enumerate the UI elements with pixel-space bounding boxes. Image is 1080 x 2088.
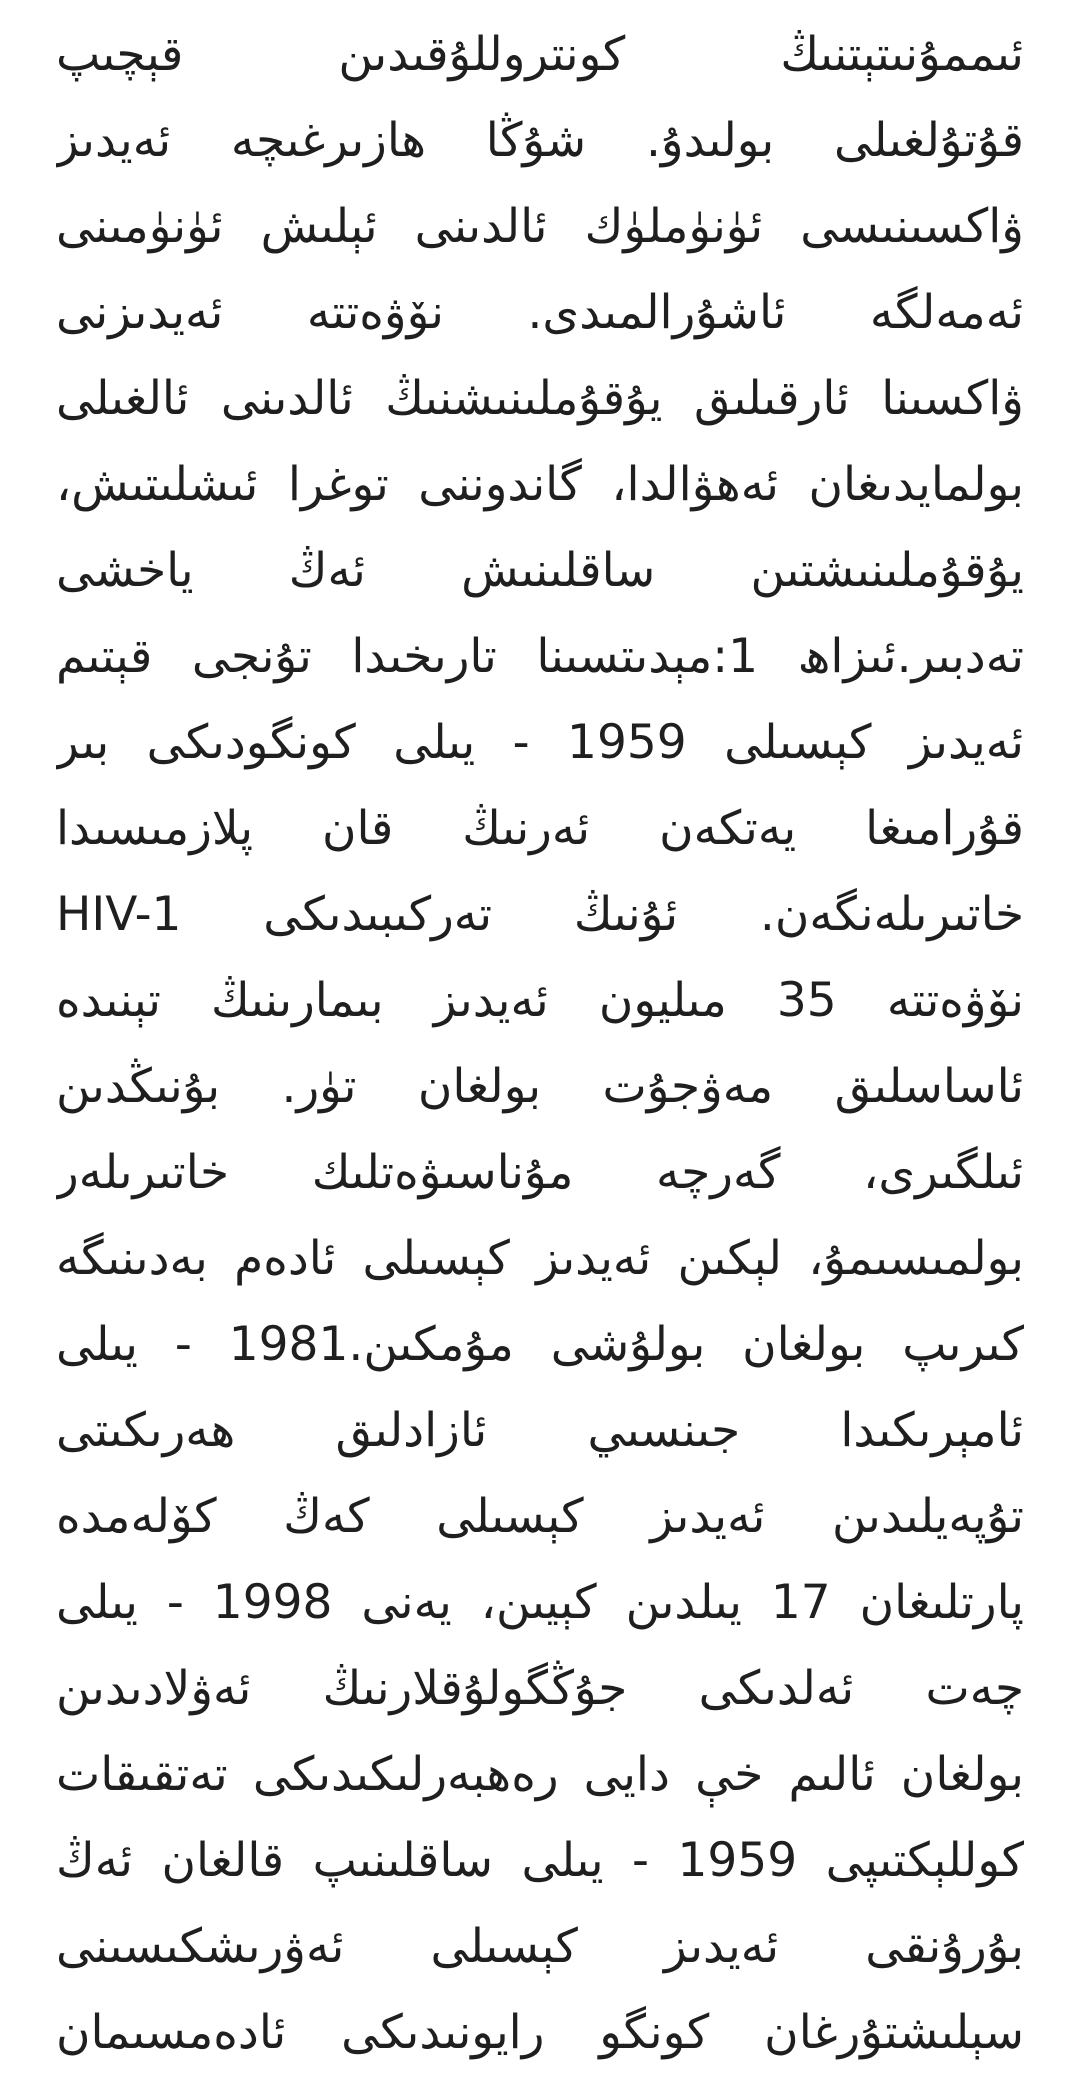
text-line: ئەيدىز كېسىلى 1959 - يىلى كونگودىكى بىر [56, 715, 1024, 770]
text-line: تەدبىر.ئىزاھ 1:مېدىتسىنا تارىخىدا تۇنجى قېتىم [56, 629, 1024, 684]
text-line: قۇرامىغا يەتكەن ئەرنىڭ قان پلازمىسىدا [56, 801, 1024, 856]
text-line: ئىلگىرى، گەرچە مۇناسىۋەتلىك خاتىرىلەر [56, 1145, 1024, 1200]
text-line: چەت ئەلدىكى جۇڭگولۇقلارنىڭ ئەۋلادىدىن [56, 1661, 1024, 1716]
text-line: قۇتۇلغىلى بولىدۇ. شۇڭا ھازىرغىچە ئەيدىز [56, 113, 1024, 168]
text-line: تۇپەيلىدىن ئەيدىز كېسىلى كەڭ كۆلەمدە [56, 1489, 1024, 1544]
text-line: پارتلىغان 17 يىلدىن كېيىن، يەنى 1998 - يىلى [56, 1575, 1024, 1630]
text-line: بولمايدىغان ئەھۋالدا، گاندوننى توغرا ئىشلىتىش، [56, 457, 1024, 512]
text-line: بۇرۇنقى ئەيدىز كېسىلى ئەۋرىشكىسىنى [56, 1919, 1024, 1974]
text-line: ئاساسلىق مەۋجۇت بولغان تۈر. بۇنىڭدىن [56, 1059, 1024, 1114]
text-line: كىرىپ بولغان بولۇشى مۇمكىن.1981 - يىلى [56, 1317, 1024, 1372]
text-line: ۋاكسىنا ئارقىلىق يۇقۇملىنىشنىڭ ئالدىنى ئالغىلى [56, 371, 1024, 426]
text-line: يۇقۇملىنىشتىن ساقلىنىش ئەڭ ياخشى [56, 543, 1024, 598]
text-line: ۋاكسىنىسى ئۈنۈملۈك ئالدىنى ئېلىش ئۈنۈمىنى [56, 199, 1024, 254]
text-line: ئامېرىكىدا جىنسىي ئازادلىق ھەرىكىتى [56, 1403, 1024, 1458]
article-body [56, 12, 1024, 2076]
text-line: كوللېكتىپى 1959 - يىلى ساقلىنىپ قالغان ئەڭ [56, 1833, 1024, 1888]
text-line: نۆۋەتتە 35 مىليون ئەيدىز بىمارىنىڭ تېنىدە [56, 973, 1024, 1028]
text-line: بولمىسىمۇ، لېكىن ئەيدىز كېسىلى ئادەم بەدىنىگە [56, 1231, 1024, 1286]
text-line: خاتىرىلەنگەن. ئۇنىڭ تەركىبىدىكى HIV-1 [56, 887, 1024, 942]
text-line: ئەمەلگە ئاشۇرالمىدى. نۆۋەتتە ئەيدىزنى [56, 285, 1024, 340]
text-line: بولغان ئالىم خې دايى رەھبەرلىكىدىكى تەتقىقات [56, 1747, 1024, 1802]
text-line: سېلىشتۇرغان كونگو رايونىدىكى ئادەمسىمان [56, 2005, 1024, 2060]
text-line: ئىممۇنىتېتنىڭ كونتروللۇقىدىن قېچىپ [56, 27, 1024, 82]
